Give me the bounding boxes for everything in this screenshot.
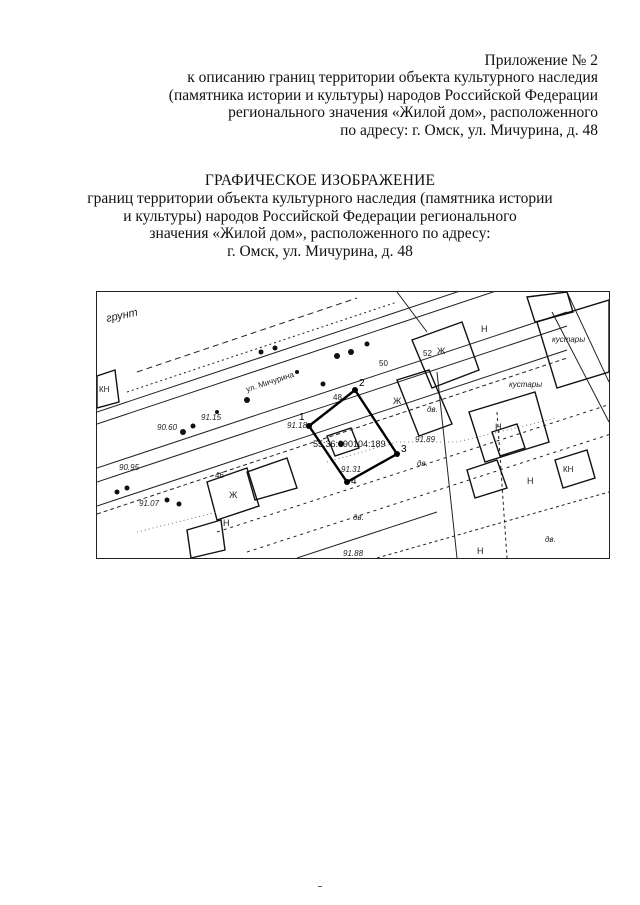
boundary-point-label-4: 4 [351,476,357,487]
label-bushes-2: кустары [509,380,543,389]
appendix-line: Приложение № 2 [484,52,598,69]
label-building-n: Н [495,422,502,432]
boundary-point-label-2: 2 [359,378,365,389]
label-building-kn: КН [563,465,574,474]
heading-line: значения «Жилой дом», расположенного по адресу: [149,225,491,243]
dotted-boundary [137,418,557,532]
appendix-line: по адресу: г. Омск, ул. Мичурина, д. 48 [340,121,598,139]
label-building-n: Н [481,324,488,334]
document-title: ГРАФИЧЕСКОЕ ИЗОБРАЖЕНИЕ [204,172,436,189]
boundary-point-2 [352,387,358,393]
boundary-point-4 [344,479,350,485]
heading-line: границ территории объекта культурного наследия (памятника истории [87,189,553,207]
page-mark [318,886,322,887]
appendix-line: к описанию границ территории объекта культурного наследия [187,69,598,87]
label-house-number: 46 [215,471,224,480]
boundary-point-3 [394,451,400,457]
label-elevation: 90.95 [119,463,140,472]
appendix-header [78,52,598,139]
label-elevation: 91.89 [415,435,436,444]
label-building-n: Н [477,546,484,556]
label-elevation: 91.15 [201,413,222,422]
label-bushes-1: кустары [552,335,586,344]
label-building-n: Н [223,518,230,528]
label-elevation: 91.88 [343,549,364,558]
label-house-number: 48 [333,393,342,402]
label-house-number: 50 [379,359,388,368]
appendix-line: регионального значения «Жилой дом», расположенного [228,104,598,122]
label-ground: грунт [105,306,139,325]
boundary-point-label-3: 3 [401,444,407,455]
label-yard: дв. [427,405,438,414]
label-building-n: Н [527,476,534,486]
label-house-number: 52 [423,349,432,358]
label-yard: дв. [545,535,556,544]
label-building-zh: Ж [437,346,446,356]
cadastral-number: 55:36:090104:189 [313,439,386,449]
label-yard: дв. [417,459,428,468]
map-drawing [97,292,609,558]
cadastral-map [96,291,610,559]
label-elevation: 91.18 [287,421,308,430]
document-heading [0,172,640,261]
label-street: ул. Мичурина [244,369,296,394]
appendix-line: (памятника истории и культуры) народов Российской Федерации [168,86,598,104]
tree-symbols [115,342,370,507]
label-elevation: 91.31 [341,465,362,474]
label-building-kn: КН [99,385,110,394]
label-elevation: 90.60 [157,423,178,432]
label-yard: дв. [353,513,364,522]
label-building-zh: Ж [229,490,238,500]
label-elevation: 91.07 [139,499,160,508]
heading-line: г. Омск, ул. Мичурина, д. 48 [227,243,413,261]
heading-line: и культуры) народов Российской Федерации регионального [123,207,517,225]
boundary-point-label-1: 1 [299,412,305,423]
label-building-zh: Ж [393,396,402,406]
